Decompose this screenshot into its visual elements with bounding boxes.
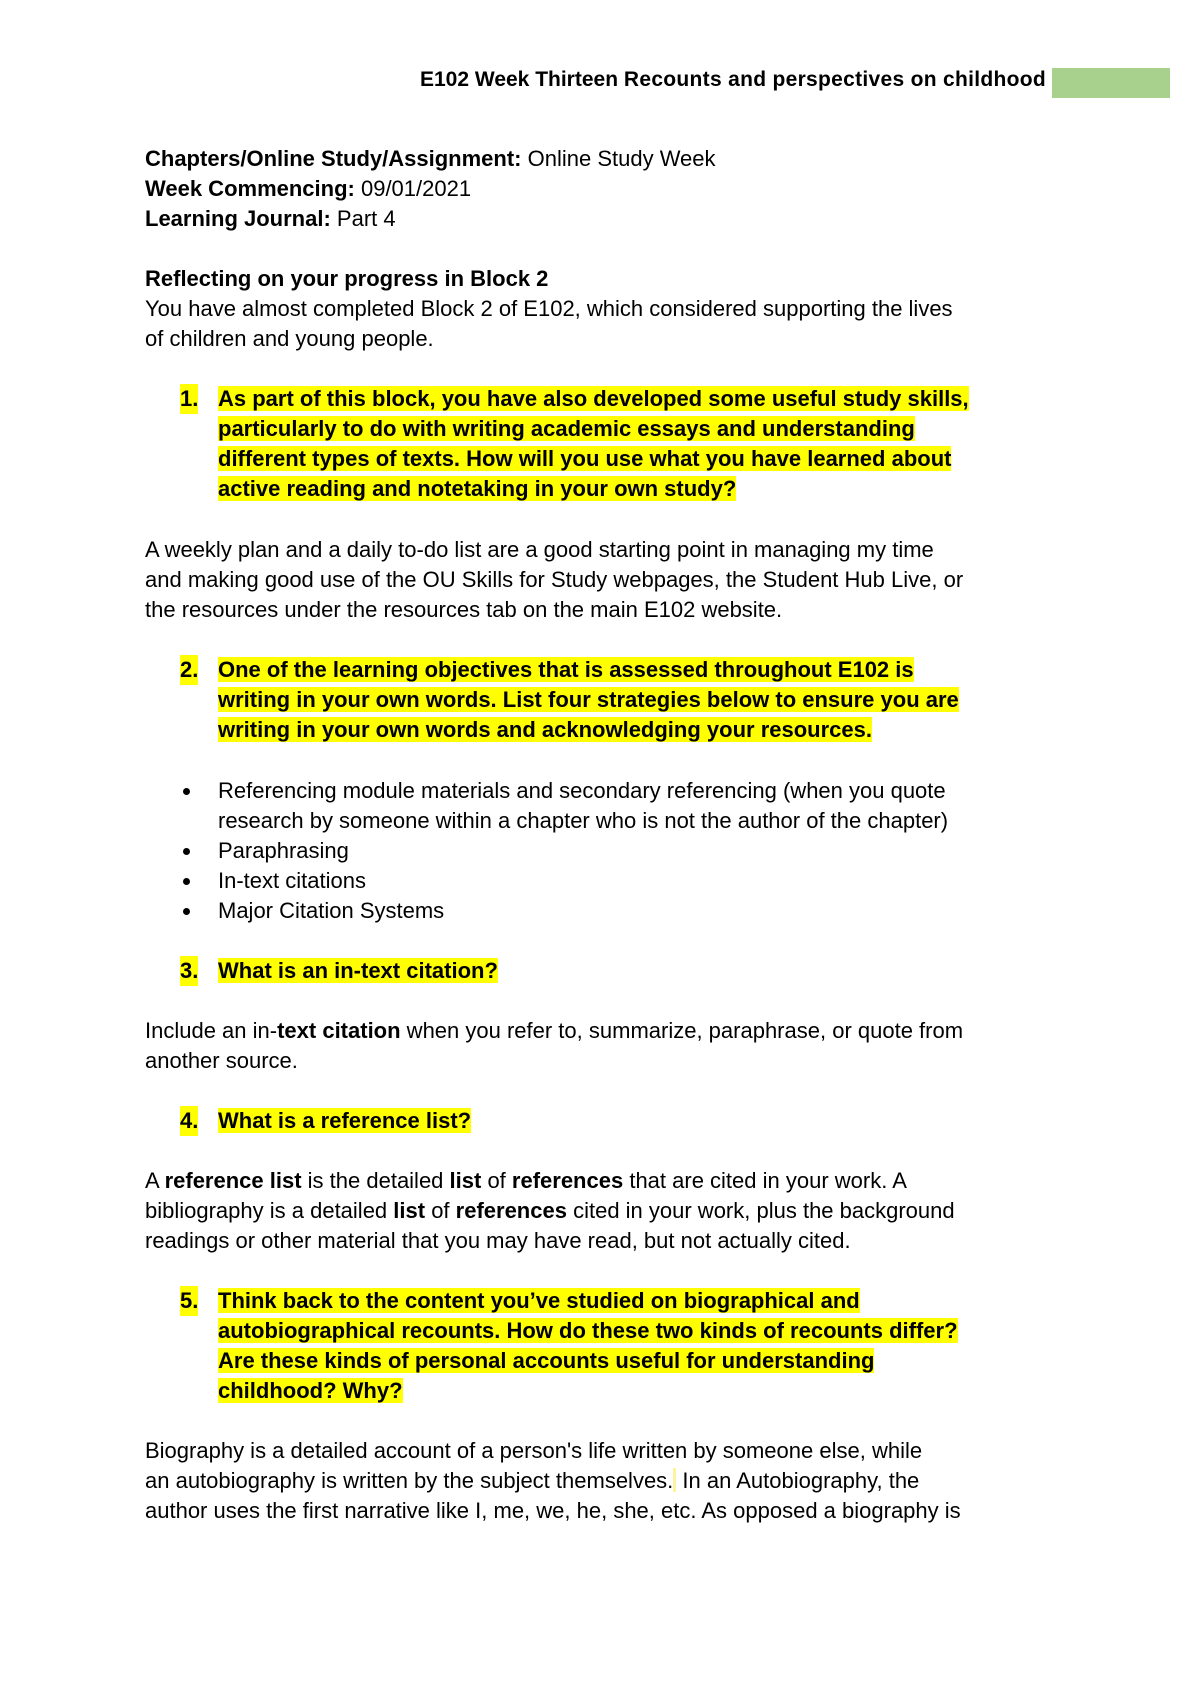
- question-line: As part of this block, you have also developed some useful study skills,: [218, 386, 969, 411]
- meta-chapters: Chapters/Online Study/Assignment: Online Study Week: [145, 146, 716, 171]
- question-line: writing in your own words and acknowledging your resources.: [218, 717, 872, 742]
- bullet-icon: [183, 878, 190, 885]
- question-line: What is an in-text citation?: [218, 958, 498, 983]
- answer-line: A weekly plan and a daily to-do list are a good starting point in managing my time: [145, 537, 934, 562]
- question-3: [180, 956, 498, 986]
- question-line: One of the learning objectives that is assessed throughout E102 is: [218, 657, 914, 682]
- answer-line: readings or other material that you may have read, but not actually cited.: [145, 1228, 851, 1253]
- answer-5: [145, 1436, 1065, 1526]
- question-number: 1.: [180, 384, 198, 414]
- list-item: In-text citations: [180, 866, 948, 896]
- answer-line: bibliography is a detailed list of references cited in your work, plus the background: [145, 1198, 955, 1223]
- answer-line: Include an in-text citation when you refer to, summarize, paraphrase, or quote from: [145, 1018, 964, 1043]
- section-heading: Reflecting on your progress in Block 2: [145, 266, 549, 291]
- answer-line: the resources under the resources tab on the main E102 website.: [145, 597, 783, 622]
- bullet-icon: [183, 908, 190, 915]
- question-number: 5.: [180, 1286, 198, 1316]
- meta-block: [145, 144, 1065, 234]
- question-number: 2.: [180, 655, 198, 685]
- bullet-icon: [183, 848, 190, 855]
- question-line: autobiographical recounts. How do these two kinds of recounts differ?: [218, 1318, 958, 1343]
- question-line: particularly to do with writing academic essays and understanding: [218, 416, 915, 441]
- question-line: different types of texts. How will you use what you have learned about: [218, 446, 952, 471]
- list-item: Major Citation Systems: [180, 896, 948, 926]
- section-block: [145, 264, 1065, 354]
- question-number: 3.: [180, 956, 198, 986]
- answer-line: author uses the first narrative like I, me, we, he, she, etc. As opposed a biography is: [145, 1498, 961, 1523]
- question-4: [180, 1106, 471, 1136]
- page-header: [420, 68, 1046, 92]
- section-intro-line: of children and young people.: [145, 326, 434, 351]
- question-1: [180, 384, 969, 504]
- question-2: [180, 655, 959, 745]
- bullet-icon: [183, 788, 190, 795]
- list-item: Referencing module materials and secondary referencing (when you quote research by someone within a chapter who is not the author of the chapter): [180, 776, 948, 836]
- answer-1: [145, 535, 1065, 625]
- answer-4: [145, 1166, 1065, 1256]
- section-intro-line: You have almost completed Block 2 of E102, which considered supporting the lives: [145, 296, 953, 321]
- list-item: Paraphrasing: [180, 836, 948, 866]
- header-title-sub: Recounts and perspectives on childhood: [623, 68, 1047, 91]
- question-number: 4.: [180, 1106, 198, 1136]
- question-line: Think back to the content you’ve studied on biographical and: [218, 1288, 860, 1313]
- answer-line: A reference list is the detailed list of references that are cited in your work. A: [145, 1168, 907, 1193]
- answer-line: Biography is a detailed account of a person's life written by someone else, while: [145, 1438, 923, 1463]
- question-line: active reading and notetaking in your own study?: [218, 476, 737, 501]
- question-line: Are these kinds of personal accounts useful for understanding: [218, 1348, 875, 1373]
- question-line: What is a reference list?: [218, 1108, 472, 1133]
- question-line: writing in your own words. List four strategies below to ensure you are: [218, 687, 959, 712]
- question-line: childhood? Why?: [218, 1378, 403, 1403]
- question-5: [180, 1286, 958, 1406]
- meta-journal: Learning Journal: Part 4: [145, 206, 396, 231]
- answer-2-list: [180, 776, 948, 926]
- answer-3: [145, 1016, 1065, 1076]
- meta-week: Week Commencing: 09/01/2021: [145, 176, 472, 201]
- answer-line: and making good use of the OU Skills for Study webpages, the Student Hub Live, or: [145, 567, 964, 592]
- header-title-main: E102 Week Thirteen: [420, 68, 624, 91]
- answer-line: another source.: [145, 1048, 298, 1073]
- header-accent-bar: [1052, 68, 1170, 98]
- answer-line: an autobiography is written by the subject themselves. In an Autobiography, the: [145, 1468, 920, 1493]
